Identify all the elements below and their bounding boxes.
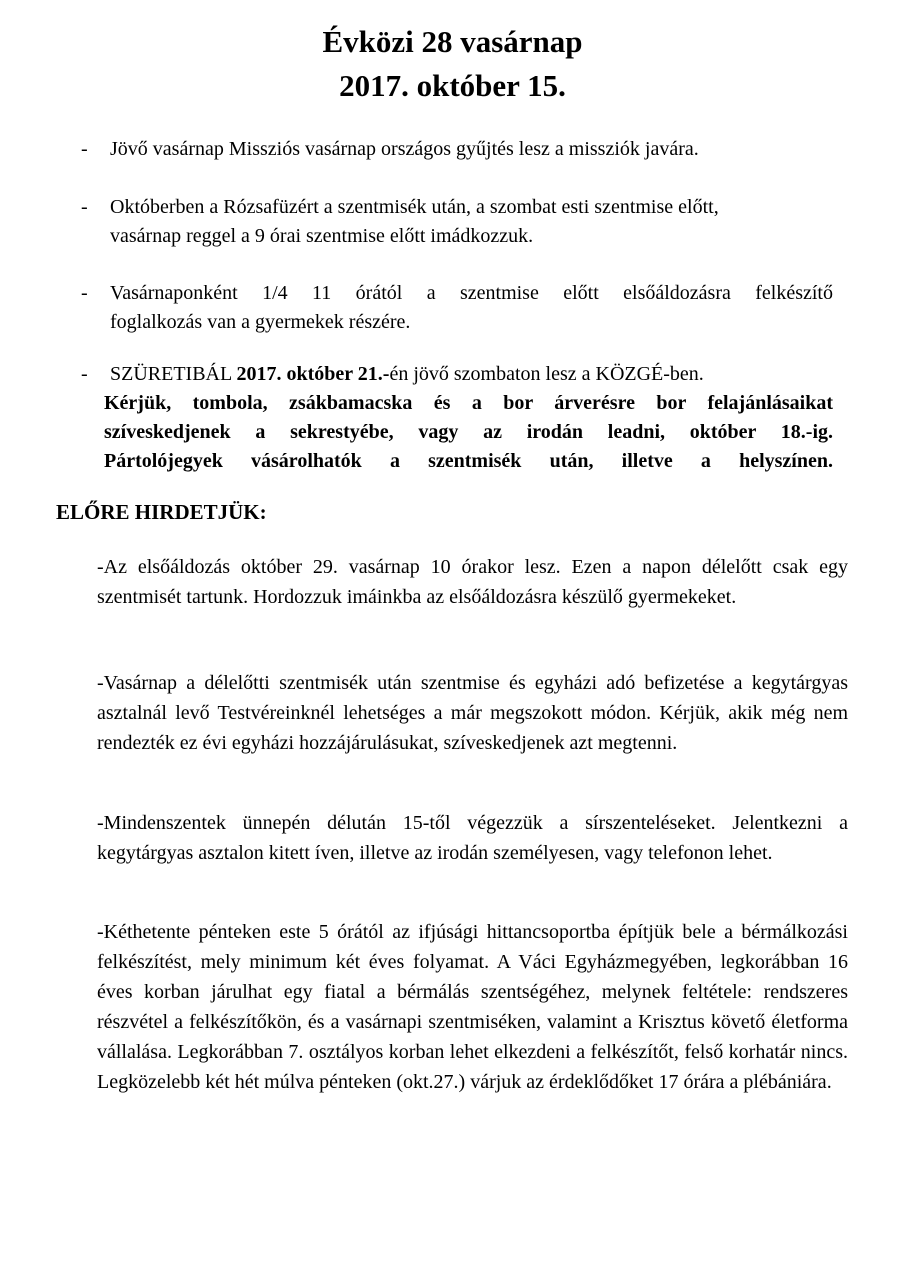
announcement-line: Vasárnaponként 1/4 11 órától a szentmise előtt elsőáldozásra felkészítő <box>110 282 833 304</box>
announcement-line: foglalkozás van a gyermekek részére. <box>110 311 411 333</box>
bullet-marker: - <box>81 138 88 160</box>
announcement-2 <box>110 193 833 251</box>
advance-notice-paragraph: -Mindenszentek ünnepén délután 15-től végezzük a sírszenteléseket. Jelentkezni a kegytárgyas asztalon kitett íven, illetve az irodán személyesen, vagy telefonon lehet. <box>97 812 848 864</box>
announcement-text: Jövő vasárnap Missziós vasárnap országos gyűjtés lesz a missziók javára. <box>110 138 699 160</box>
advance-notice-paragraph: -Az elsőáldozás október 29. vasárnap 10 órakor lesz. Ezen a napon délelőtt csak egy szentmisét tartunk. Hordozzuk imáinkba az elsőáldozásra készülő gyermekeket. <box>97 556 848 608</box>
bullet-marker: - <box>81 196 88 218</box>
page-date: 2017. október 15. <box>339 68 566 103</box>
announcement-1 <box>110 135 833 164</box>
advance-notice-paragraph: -Kéthetente pénteken este 5 órától az ifjúsági hittancsoportba építjük bele a bérmálkozási felkészítést, mely minimum két éves folyamat. A Váci Egyházmegyében, legkorábban 16 éves korban járulhat egy fiatal a bérmálás szentségéhez, melynek feltétele: rendszeres részvétel a felkészítőkön, és a vasárnapi szentmiséken, valamint a Krisztus követő életforma vállalása. Legkorábban 7. osztályos korban lehet elkezdeni a felkészítőt, felső korhatár nincs. Legközelebb két hét múlva pénteken (okt.27.) várjuk az érdeklődőket 17 órára a plébániára. <box>97 921 848 1093</box>
announcement-line: Októberben a Rózsafüzért a szentmisék után, a szombat esti szentmise előtt, <box>110 196 719 218</box>
announcement-line <box>110 360 833 389</box>
event-request <box>104 389 833 476</box>
event-request-line: szíveskedjenek a sekrestyébe, vagy az irodán leadni, október 18.-ig. <box>104 421 833 443</box>
announcement-4 <box>104 360 833 476</box>
bullet-marker: - <box>81 282 88 304</box>
announcement-3 <box>110 279 833 337</box>
announcement-line: vasárnap reggel a 9 órai szentmise előtt imádkozzuk. <box>110 225 534 247</box>
bullet-marker: - <box>81 363 88 385</box>
advance-notice-paragraph: -Vasárnap a délelőtti szentmisék után szentmise és egyházi adó befizetése a kegytárgyas asztalnál levő Testvéreinknél lehetséges a már megszokott módon. Kérjük, akik még nem rendezték ez évi egyházi hozzájárulásukat, szíveskedjenek azt megtenni. <box>97 672 848 754</box>
page-title: Évközi 28 vasárnap <box>322 24 583 59</box>
event-details: én jövő szombaton lesz a KÖZGÉ-ben. <box>389 363 704 385</box>
event-date: 2017. október 21.- <box>236 363 390 385</box>
event-name: SZÜRETIBÁL <box>110 363 237 385</box>
event-request-line: Kérjük, tombola, zsákbamacska és a bor árverésre bor felajánlásaikat <box>104 392 833 414</box>
section-heading: ELŐRE HIRDETJÜK: <box>56 500 267 524</box>
event-request-line: Pártolójegyek vásárolhatók a szentmisék után, illetve a helyszínen. <box>104 450 833 472</box>
